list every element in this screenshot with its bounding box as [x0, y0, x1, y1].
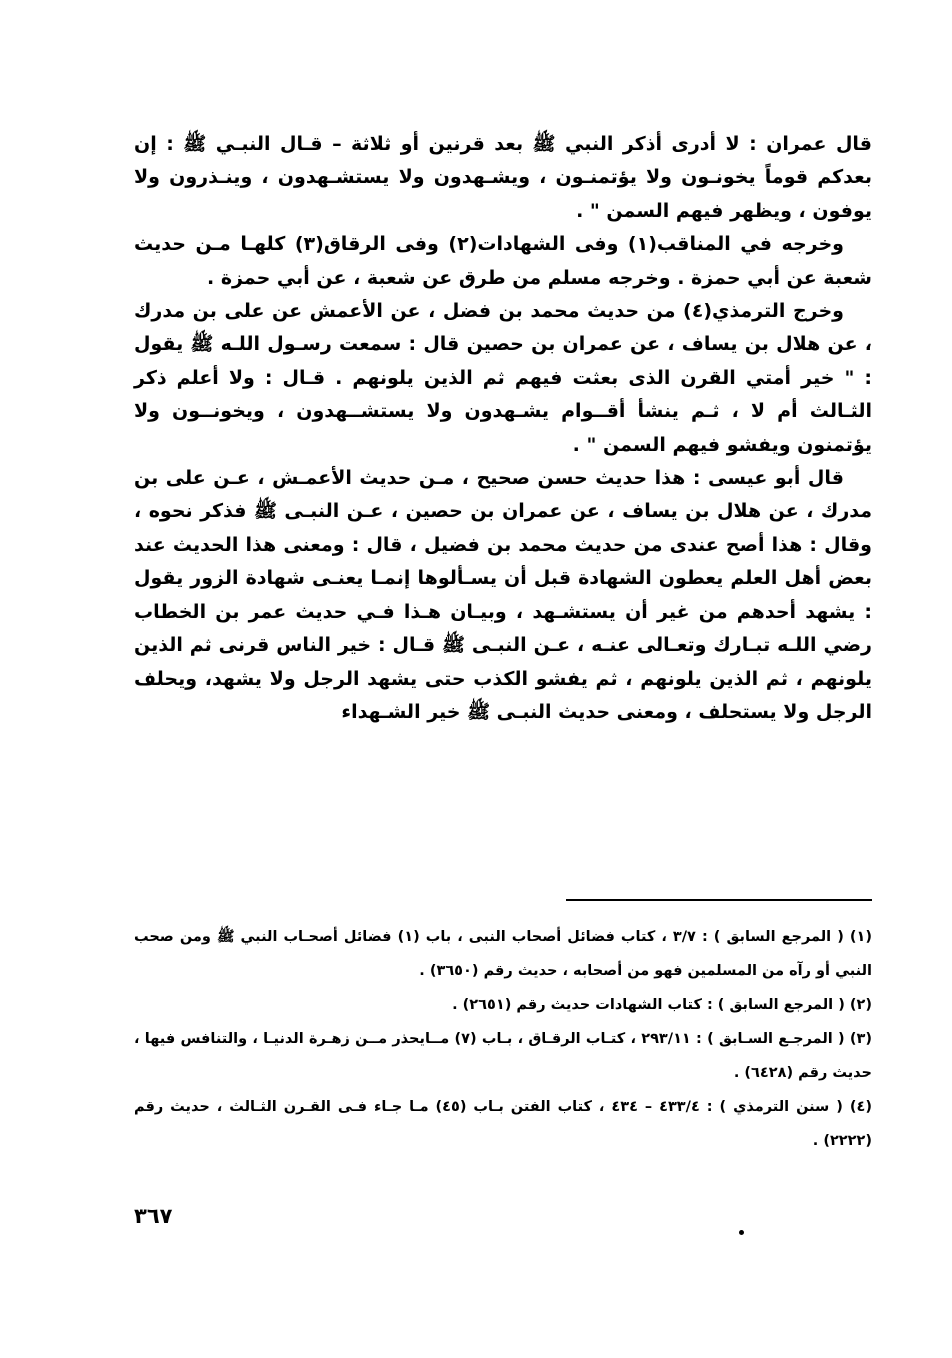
paragraph-2: وخرجه في المناقب(١) وفى الشهادات(٢) وفى الرقاق(٣) كلهـا مـن حديث شعبة عن أبي حمزة . وخرجه مسلم من طرق عن شعبة ، عن أبي حمزة .	[134, 233, 872, 289]
paragraph-4: قال أبو عيسى : هذا حديث حسن صحيح ، مـن حديث الأعمـش ، عـن على بن مدرك ، عن هلال بن يساف ، عن عمران بن حصين ، عـن النبـى ﷺ فذكر نحوه ، وقال : هذا أصح عندى من حديث محمد بن فضيل ، قال : ومعنى هذا الحديث عند بعض أهل العلم يعطون الشهادة قبل أن يسـألوها إنمـا يعنـى شهادة الزور يقول : يشهد أحدهم من غير أن يستشـهد ، وبيـان هـذا فـي حديث عمر بن الخطاب رضي اللـه تبـارك وتعـالى عنـه ، عـن النبـى ﷺ قـال : خير الناس قرنى ثم الذين يلونهم ، ثم الذين يلونهم ، ثم يفشو الكذب حتى يشهد الرجل ولا يشهد، ويحلف الرجل ولا يستحلف ، ومعنى حديث النبـى ﷺ خير الشـهداء	[134, 467, 872, 723]
footnote-2: (٢) ( المرجع السابق ) : كتاب الشهادات حديث رقم (٢٦٥١) .	[452, 997, 872, 1013]
paragraph-1: قال عمران : لا أدرى أذكر النبي ﷺ بعد قرنين أو ثلاثة – قـال النبـي ﷺ : إن بعدكم قوماً يخونـون ولا يؤتمنـون ، ويشـهدون ولا يستشـهدون ، وينـذرون ولا يوفون ، ويظهر فيهم السمن " .	[134, 133, 872, 222]
footnotes	[134, 920, 872, 1158]
main-text	[134, 128, 872, 729]
stray-dot	[739, 1230, 744, 1235]
footnote-4: (٤) ( سنن الترمذي ) : ٤٣٣/٤ – ٤٣٤ ، كتاب الفتن بـاب (٤٥) مـا جـاء فـى القـرن الثـالث ، حديث رقم (٢٢٢٢) .	[134, 1099, 872, 1149]
paragraph-3: وخرج الترمذي(٤) من حديث محمد بن فضل ، عن الأعمش عن على بن مدرك ، عن هلال بن يساف ، عن عمران بن حصين قال : سمعت رسـول اللـه ﷺ يقول : " خير أمتي القرن الذى بعثت فيهم ثم الذين يلونهم . قـال : ولا أعلم ذكر الثـالث أم لا ، ثـم ينشأ أقــوام يشـهدون ولا يستشــهدون ، ويخونــون ولا يؤتمنون ويفشو فيهم السمن " .	[134, 300, 872, 456]
footnote-3: (٣) ( المرجـع السـابق ) : ٢٩٣/١١ ، كتـاب الرقـاق ، بـاب (٧) مــايحذر مــن زهـرة الدنيـا ، والتنافس فيها ، حديث رقم (٦٤٢٨) .	[134, 1031, 872, 1081]
page-number: ٣٦٧	[134, 1204, 173, 1228]
footnote-separator	[566, 899, 872, 901]
footnote-1: (١) ( المرجع السابق ) : ٣/٧ ، كتاب فضائل أصحاب النبى ، باب (١) فضائل أصحـاب النبي ﷺ ومن صحب النبي أو رآه من المسلمين فهو من أصحابه ، حديث رقم (٣٦٥٠) .	[134, 929, 872, 979]
